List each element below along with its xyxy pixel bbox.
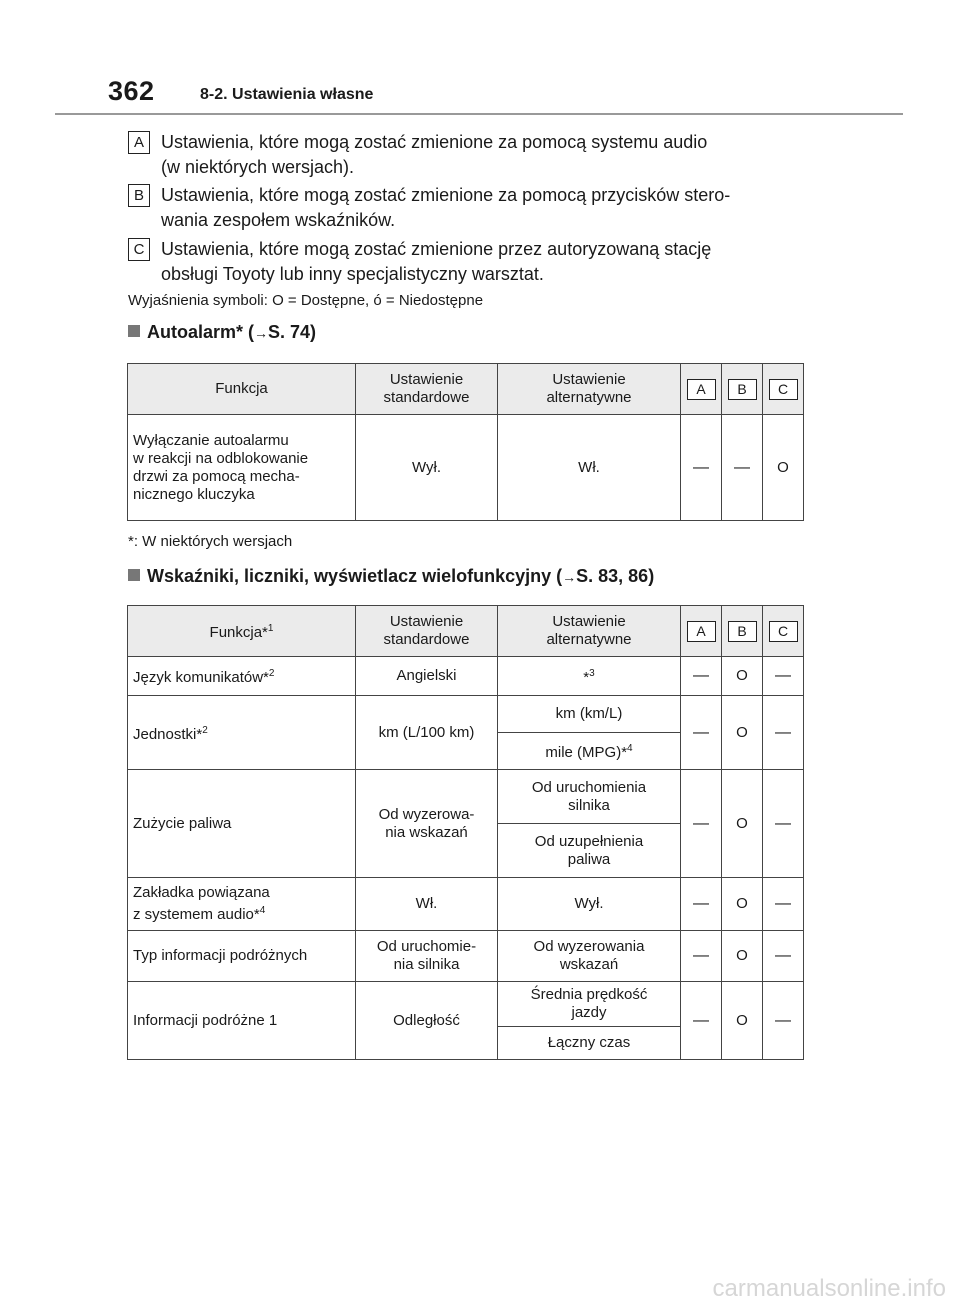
cell-b: — <box>722 415 763 521</box>
cell-function: Informacji podróżne 1 <box>128 982 356 1060</box>
table-row <box>128 931 804 982</box>
cell-function: Zużycie paliwa <box>128 770 356 878</box>
header-alternative: Ustawienie alternatywne <box>498 606 681 657</box>
cell-alternative-2: Od uzupełnienia paliwa <box>498 824 681 878</box>
cell-b: O <box>722 878 763 931</box>
cell-default: Wył. <box>356 415 498 521</box>
gauges-table <box>127 605 804 1060</box>
cell-a: — <box>681 878 722 931</box>
legend-key-b: B <box>128 184 150 207</box>
header-a: A <box>681 606 722 657</box>
legend-text-b-line2: wania zespołem wskaźników. <box>161 210 396 230</box>
autoalarm-table <box>127 363 804 521</box>
table-header-row <box>128 364 804 415</box>
bullet-square-icon <box>128 325 140 337</box>
header-default: Ustawienie standardowe <box>356 606 498 657</box>
section-gauges-ref[interactable]: S. 83, 86) <box>576 566 655 586</box>
watermark: carmanualsonline.info <box>712 1275 946 1302</box>
cell-b: O <box>722 982 763 1060</box>
header-c: C <box>763 364 804 415</box>
cell-alternative: *$^3$ <box>498 657 681 696</box>
cell-alternative-2: Łączny czas <box>498 1027 681 1060</box>
cell-alternative-2: mile (MPG)*$^4$ <box>498 733 681 770</box>
bullet-square-icon <box>128 569 140 581</box>
cell-alternative: Wył. <box>498 878 681 931</box>
footnote: *: W niektórych wersjach <box>128 533 293 550</box>
cell-alternative: Od wyzerowania wskazań <box>498 931 681 982</box>
cell-a: — <box>681 931 722 982</box>
legend-item-b <box>128 183 818 233</box>
header-c: C <box>763 606 804 657</box>
arrow-right-icon: → <box>562 569 577 585</box>
cell-default: Odległość <box>356 982 498 1060</box>
legend-text-a-line2: (w niektórych wersjach). <box>161 157 355 177</box>
legend-text-b-line1: Ustawienia, które mogą zostać zmienione za pomocą przycisków stero- <box>161 185 731 205</box>
cell-c: — <box>763 878 804 931</box>
header-b: B <box>722 364 763 415</box>
header-function: Funkcja*$^1$ <box>128 606 356 657</box>
header-function: Funkcja <box>128 364 356 415</box>
header-a: A <box>681 364 722 415</box>
header-default: Ustawienie standardowe <box>356 364 498 415</box>
table-row <box>128 657 804 696</box>
cell-a: — <box>681 696 722 770</box>
cell-a: — <box>681 657 722 696</box>
arrow-right-icon: → <box>254 325 269 341</box>
table-row <box>128 878 804 931</box>
page-number: 362 <box>108 76 155 106</box>
cell-c: — <box>763 696 804 770</box>
cell-c: — <box>763 657 804 696</box>
cell-c: — <box>763 931 804 982</box>
legend-text-c-line1: Ustawienia, które mogą zostać zmienione przez autoryzowaną stację <box>161 239 712 259</box>
cell-a: — <box>681 415 722 521</box>
cell-function: Wyłączanie autoalarmu w reakcji na odblokowanie drzwi za pomocą mecha- nicznego kluczyka <box>128 415 356 521</box>
cell-default: Od wyzerowa- nia wskazań <box>356 770 498 878</box>
cell-default: Wł. <box>356 878 498 931</box>
section-autoalarm-title: Autoalarm* ( <box>147 322 255 342</box>
cell-alternative-1: Od uruchomienia silnika <box>498 770 681 824</box>
section-gauges-heading <box>128 566 654 587</box>
cell-function: Język komunikatów*$^2$ <box>128 657 356 696</box>
cell-default: Angielski <box>356 657 498 696</box>
cell-b: O <box>722 657 763 696</box>
header-b: B <box>722 606 763 657</box>
cell-function: Jednostki*$^2$ <box>128 696 356 770</box>
cell-function: Typ informacji podróżnych <box>128 931 356 982</box>
table-row <box>128 415 804 521</box>
cell-default: Od uruchomie- nia silnika <box>356 931 498 982</box>
section-gauges-title: Wskaźniki, liczniki, wyświetlacz wielofunkcyjny ( <box>147 566 563 586</box>
legend-text-a-line1: Ustawienia, które mogą zostać zmienione za pomocą systemu audio <box>161 132 708 152</box>
cell-alternative-1: Średnia prędkość jazdy <box>498 982 681 1027</box>
legend-item-c <box>128 237 818 287</box>
cell-alternative: Wł. <box>498 415 681 521</box>
cell-default: km (L/100 km) <box>356 696 498 770</box>
table-row <box>128 696 804 733</box>
section-title: 8-2. Ustawienia własne <box>200 86 374 103</box>
cell-b: O <box>722 770 763 878</box>
cell-function: Zakładka powiązana z systemem audio*$^4$ <box>128 878 356 931</box>
cell-a: — <box>681 982 722 1060</box>
header-divider <box>55 113 903 115</box>
cell-b: O <box>722 696 763 770</box>
table-row <box>128 982 804 1027</box>
legend-item-a <box>128 130 818 180</box>
legend-key-a: A <box>128 131 150 154</box>
cell-b: O <box>722 931 763 982</box>
cell-alternative-1: km (km/L) <box>498 696 681 733</box>
cell-c: O <box>763 415 804 521</box>
section-autoalarm-heading <box>128 322 316 343</box>
legend-text-c-line2: obsługi Toyoty lub inny specjalistyczny warsztat. <box>161 264 544 284</box>
cell-c: — <box>763 982 804 1060</box>
cell-c: — <box>763 770 804 878</box>
table-row <box>128 770 804 824</box>
section-autoalarm-ref[interactable]: S. 74) <box>268 322 317 342</box>
symbols-note: Wyjaśnienia symboli: O = Dostępne, ó = Niedostępne <box>128 292 484 309</box>
table-header-row <box>128 606 804 657</box>
legend-key-c: C <box>128 238 150 261</box>
header-alternative: Ustawienie alternatywne <box>498 364 681 415</box>
cell-a: — <box>681 770 722 878</box>
